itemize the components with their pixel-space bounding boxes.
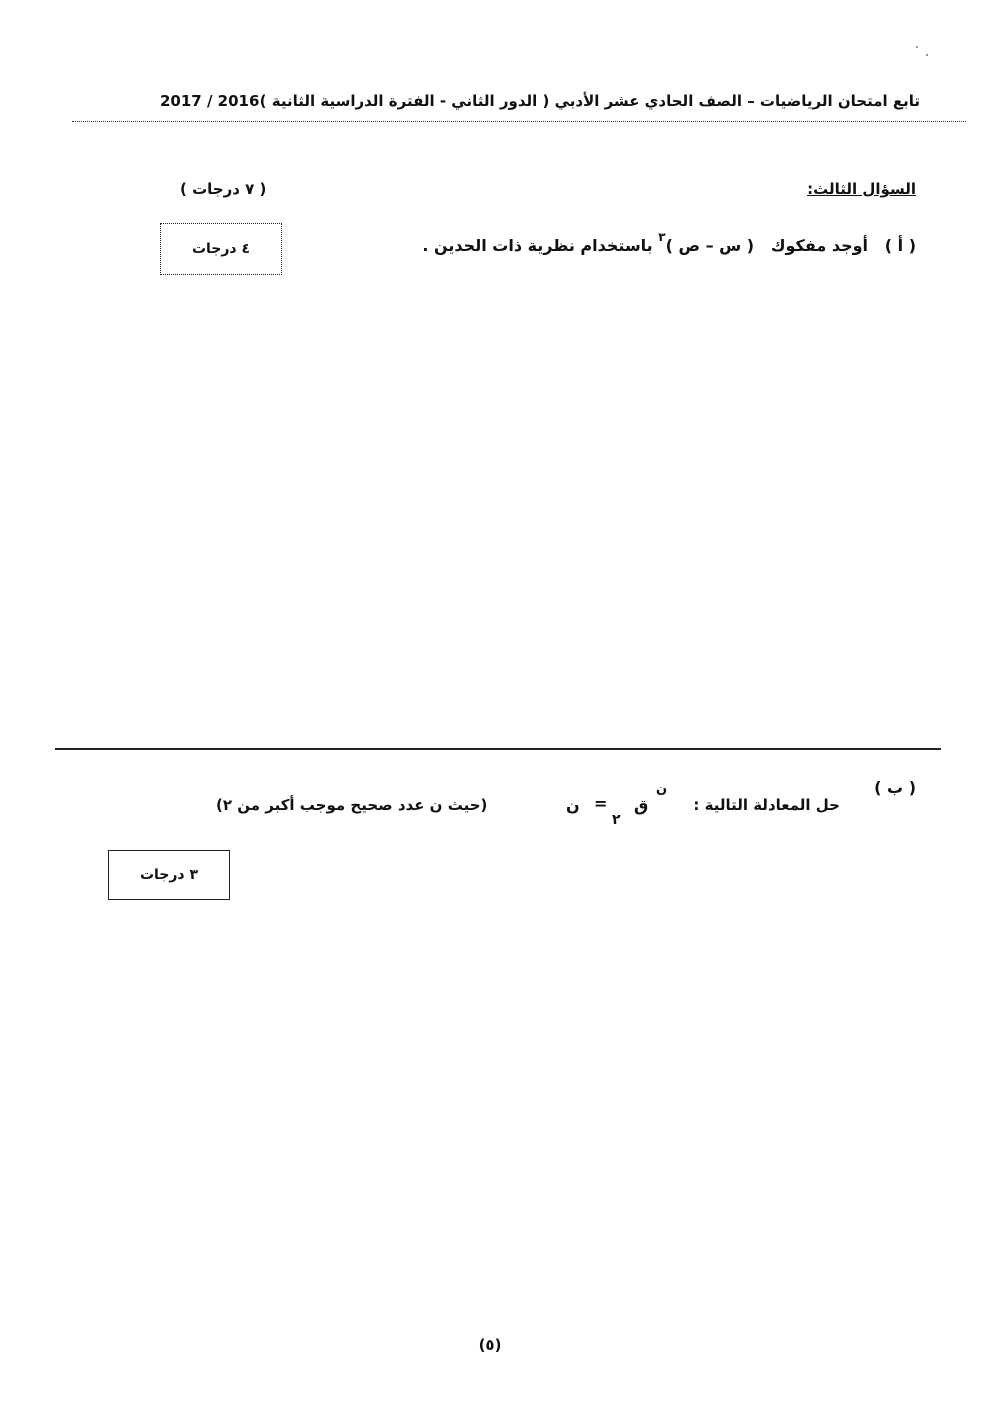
exam-year: 2017 / 2016 bbox=[160, 92, 260, 110]
section-divider bbox=[55, 748, 941, 750]
question-total-marks: ( ٧ درجات ) bbox=[180, 180, 267, 198]
equation-equals: = bbox=[594, 794, 608, 813]
question-title: السؤال الثالث: bbox=[807, 180, 916, 198]
part-b-condition: (حيث ن عدد صحيح موجب أكبر من ٢) bbox=[216, 796, 488, 814]
header-divider bbox=[72, 121, 966, 122]
part-b-marks-box: ٣ درجات bbox=[108, 850, 230, 900]
part-b-equation bbox=[560, 782, 700, 838]
equation-q-symbol: ق bbox=[634, 796, 649, 815]
part-a-statement bbox=[422, 230, 916, 255]
part-b-text: حل المعادلة التالية : bbox=[693, 796, 840, 814]
part-a-expression: ( س – ص ) bbox=[665, 236, 755, 255]
exam-title: تابع امتحان الرياضيات – الصف الحادي عشر الأدبي ( الدور الثاني - الفترة الدراسية الثانية ) bbox=[259, 92, 920, 110]
part-a-text-before: أوجد مفكوك bbox=[770, 236, 869, 255]
page-number: (٥) bbox=[478, 1336, 502, 1354]
part-a-label: ( أ ) bbox=[884, 236, 916, 255]
scan-speck bbox=[926, 54, 928, 56]
part-b-label: ( ب ) bbox=[874, 778, 916, 797]
equation-rhs: ن bbox=[566, 796, 580, 815]
part-a-text-after: باستخدام نظرية ذات الحدين . bbox=[422, 236, 653, 255]
scan-speck bbox=[916, 46, 918, 48]
page-header bbox=[160, 92, 920, 118]
equation-superscript: ن bbox=[656, 782, 668, 797]
part-a-exponent: ٣ bbox=[658, 230, 666, 244]
part-a-marks-box: ٤ درجات bbox=[160, 223, 282, 275]
equation-subscript: ٢ bbox=[612, 812, 621, 828]
